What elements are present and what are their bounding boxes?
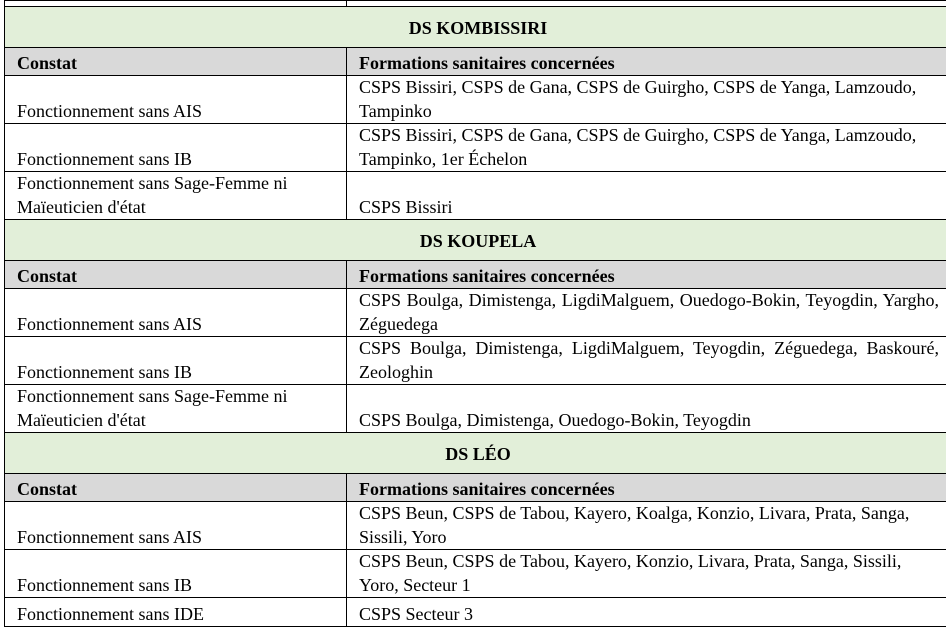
formations-cell: CSPS Boulga, Dimistenga, LigdiMalguem, Ouedogo-Bokin, Teyogdin, Yargho, Zéguedega [347,289,946,337]
formations-cell: CSPS Boulga, Dimistenga, LigdiMalguem, Teyogdin, Zéguedega, Baskouré, Zeologhin [347,337,946,385]
formations-cell: CSPS Bissiri [347,172,946,220]
section-title: DS LÉO [5,433,946,474]
constat-cell: Fonctionnement sans AIS [5,502,347,550]
header-row [5,48,946,76]
formations-cell: CSPS Beun, CSPS de Tabou, Kayero, Koalga, Konzio, Livara, Prata, Sanga, Sissili, Yoro [347,502,946,550]
header-formations: Formations sanitaires concernées [347,261,946,289]
header-row [5,261,946,289]
formations-cell: CSPS Bissiri, CSPS de Gana, CSPS de Guirgho, CSPS de Yanga, Lamzoudo, Tampinko, 1er Échelon [347,124,946,172]
header-constat: Constat [5,48,347,76]
section-row-koupela [5,220,946,261]
constat-cell: Fonctionnement sans IB [5,550,347,598]
constat-cell: Fonctionnement sans IDE [5,598,347,627]
formations-cell: CSPS Boulga, Dimistenga, Ouedogo-Bokin, Teyogdin [347,385,946,433]
table-row [5,502,946,550]
header-row [5,474,946,502]
table-row [5,598,946,627]
formations-cell: CSPS Bissiri, CSPS de Gana, CSPS de Guirgho, CSPS de Yanga, Lamzoudo, Tampinko [347,76,946,124]
health-facilities-table [4,0,946,627]
formations-cell: CSPS Secteur 3 [347,598,946,627]
constat-cell: Fonctionnement sans AIS [5,76,347,124]
constat-cell: Fonctionnement sans IB [5,337,347,385]
header-formations: Formations sanitaires concernées [347,48,946,76]
table-row [5,124,946,172]
table-row [5,172,946,220]
section-row-kombissiri [5,7,946,48]
table-row [5,289,946,337]
constat-cell: Fonctionnement sans Sage-Femme ni Maïeuticien d'état [5,172,347,220]
table-row [5,385,946,433]
section-row-leo [5,433,946,474]
header-formations: Formations sanitaires concernées [347,474,946,502]
table-row [5,337,946,385]
formations-cell: CSPS Beun, CSPS de Tabou, Kayero, Konzio, Livara, Prata, Sanga, Sissili, Yoro, Secteur 1 [347,550,946,598]
constat-cell: Fonctionnement sans AIS [5,289,347,337]
table-row [5,76,946,124]
section-title: DS KOMBISSIRI [5,7,946,48]
constat-cell: Fonctionnement sans Sage-Femme ni Maïeuticien d'état [5,385,347,433]
constat-cell: Fonctionnement sans IB [5,124,347,172]
header-constat: Constat [5,474,347,502]
header-constat: Constat [5,261,347,289]
table-row [5,550,946,598]
section-title: DS KOUPELA [5,220,946,261]
